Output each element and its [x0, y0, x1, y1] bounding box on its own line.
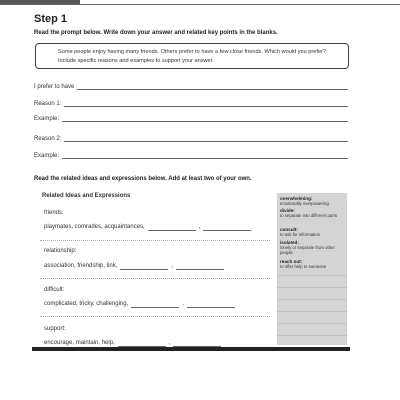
prefer-label: I prefer to have	[34, 84, 75, 90]
panel-rule	[277, 323, 347, 324]
comma-separator: ,	[168, 340, 171, 346]
category-words-support	[44, 338, 221, 347]
reason2-label: Reason 2:	[34, 136, 62, 142]
example2-blank[interactable]	[62, 151, 348, 159]
add-word-blank[interactable]	[148, 223, 196, 231]
reason2-blank[interactable]	[64, 134, 348, 142]
prefer-row	[34, 81, 348, 91]
glossary-definition: lonely or separate from other people	[280, 245, 335, 256]
glossary-term: divide:	[280, 208, 295, 213]
reason1-blank[interactable]	[64, 99, 348, 107]
reason1-label: Reason 1:	[34, 101, 62, 107]
glossary-entry	[280, 259, 345, 269]
category-words-text: complicated, tricky, challenging,	[44, 301, 129, 307]
related-section-title: Related Ideas and Expressions	[42, 193, 131, 199]
reason1-row	[34, 98, 348, 108]
dotted-divider	[40, 240, 270, 241]
glossary-entry	[280, 208, 345, 218]
glossary-definition: to ask for information	[280, 232, 321, 238]
add-word-blank[interactable]	[203, 223, 251, 231]
add-word-blank[interactable]	[120, 262, 168, 270]
add-word-blank[interactable]	[187, 300, 235, 308]
glossary-definition: to separate into different parts	[280, 213, 338, 219]
category-label-relationship: relationship:	[44, 248, 77, 254]
glossary-panel	[277, 193, 347, 345]
add-word-blank[interactable]	[176, 262, 224, 270]
glossary-term: consult:	[280, 227, 298, 232]
add-word-blank[interactable]	[173, 339, 221, 347]
panel-rule	[277, 311, 347, 312]
prompt-text: Some people enjoy having many friends. Others prefer to have a few close friends. Which would you prefer? Include specific reasons and examples to support your answer.	[58, 49, 327, 64]
category-words-text: association, friendship, link,	[44, 263, 118, 269]
panel-rule	[277, 335, 347, 336]
footer-bar	[32, 347, 350, 351]
glossary-entry	[280, 240, 345, 255]
category-words-friends	[44, 222, 251, 231]
comma-separator: ,	[198, 224, 201, 230]
category-words-text: playmates, comrades, acquaintances,	[44, 224, 145, 230]
glossary-entry	[280, 227, 345, 237]
glossary-term: reach out:	[280, 259, 303, 264]
add-word-blank[interactable]	[131, 300, 179, 308]
category-words-relationship	[44, 261, 224, 270]
dotted-divider	[40, 316, 270, 317]
glossary-term: isolated:	[280, 240, 299, 245]
reason2-row	[34, 133, 348, 143]
header-rule	[0, 4, 400, 5]
panel-rule	[277, 275, 347, 276]
step-title: Step 1	[34, 13, 68, 25]
example1-label: Example:	[34, 116, 60, 122]
panel-rule	[277, 299, 347, 300]
comma-separator: ,	[171, 263, 174, 269]
dotted-divider	[40, 278, 270, 279]
category-label-difficult: difficult:	[44, 287, 65, 293]
step-instruction: Read the prompt below. Write down your answer and related key points in the blanks.	[34, 30, 278, 36]
add-word-blank[interactable]	[118, 339, 166, 347]
glossary-definition: emotionally overpowering	[280, 201, 329, 207]
example2-label: Example:	[34, 153, 60, 159]
related-instruction: Read the related ideas and expressions below. Add at least two of your own.	[34, 176, 252, 182]
glossary-entry	[280, 196, 345, 206]
glossary-term: overwhelming:	[280, 196, 313, 201]
panel-rule	[277, 287, 347, 288]
comma-separator: ,	[182, 301, 184, 307]
glossary-definition: to offer help to someone	[280, 264, 327, 270]
category-label-support: support:	[44, 326, 66, 332]
prompt-box	[35, 43, 349, 69]
prefer-blank[interactable]	[77, 82, 348, 90]
category-label-friends: friends:	[44, 210, 64, 216]
example2-row	[34, 150, 348, 160]
example1-blank[interactable]	[62, 114, 348, 122]
example1-row	[34, 113, 348, 123]
category-words-text: encourage, maintain, help,	[44, 340, 115, 346]
category-words-difficult	[44, 299, 235, 308]
